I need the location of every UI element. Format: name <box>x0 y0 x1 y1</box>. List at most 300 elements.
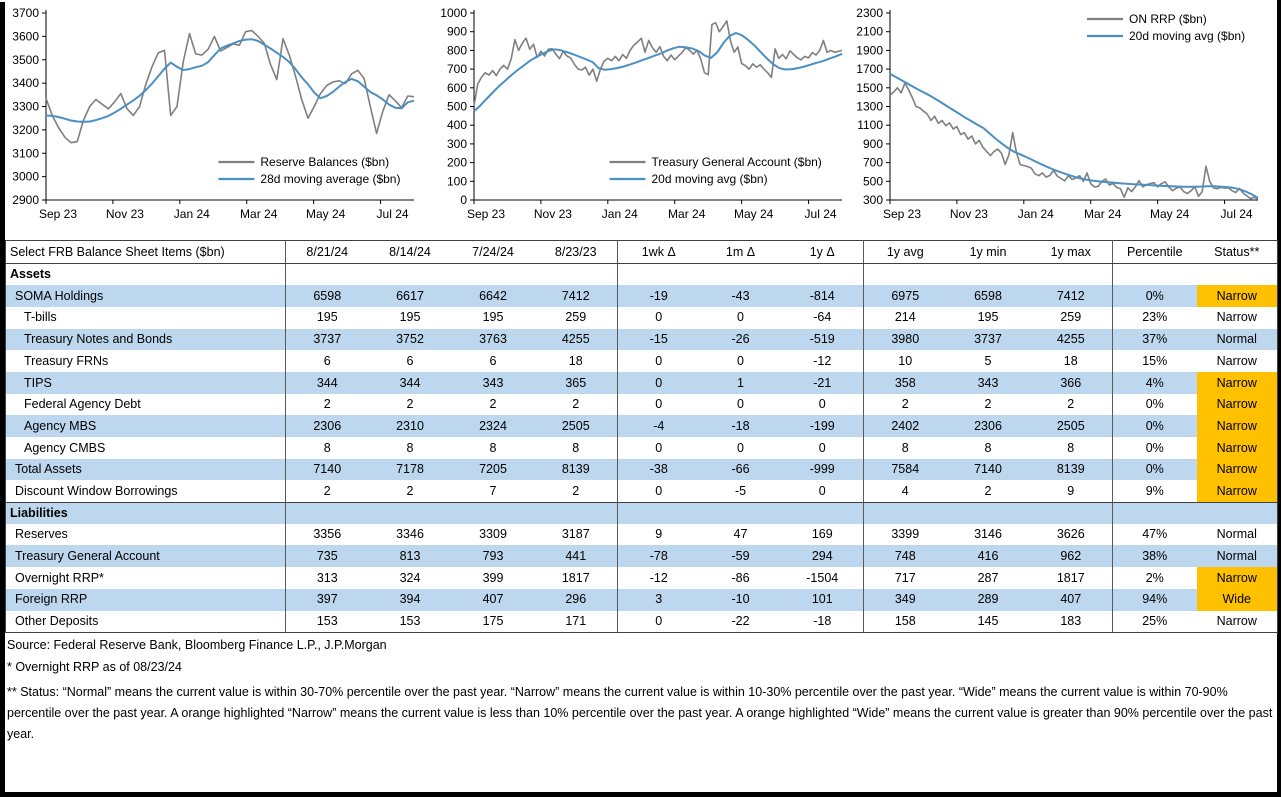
value-cell: 3187 <box>561 527 590 542</box>
svg-text:Jan 24: Jan 24 <box>173 207 210 221</box>
value-cell: 394 <box>399 592 421 607</box>
column-header: 7/24/24 <box>452 241 535 264</box>
svg-text:700: 700 <box>446 62 467 77</box>
treasury-general-account-chart-canvas <box>432 3 856 236</box>
value-cell: 101 <box>811 592 833 607</box>
row-label: Total Assets <box>15 462 82 477</box>
value-cell: 3752 <box>396 332 424 347</box>
value-cell: 3737 <box>286 329 369 351</box>
svg-text:Reserve Balances ($bn): Reserve Balances ($bn) <box>260 155 390 169</box>
value-cell <box>700 264 782 286</box>
value-cell: 8 <box>406 440 414 455</box>
percentile-cell: 15% <box>1113 350 1197 372</box>
reserve-balances-chart-canvas <box>4 3 428 236</box>
svg-text:Nov 23: Nov 23 <box>533 207 572 221</box>
value-cell: 2 <box>864 394 947 416</box>
row-label: T-bills <box>24 310 57 325</box>
status-cell: Narrow <box>1216 310 1257 325</box>
svg-text:400: 400 <box>446 118 467 133</box>
value-cell: 6 <box>286 350 369 372</box>
svg-text:Jan 24: Jan 24 <box>601 207 638 221</box>
value-cell: 3346 <box>396 527 424 542</box>
status-cell: Narrow <box>1197 459 1278 481</box>
svg-text:1700: 1700 <box>856 62 883 77</box>
page-border-bottom <box>0 792 1281 797</box>
svg-text:ON RRP ($bn): ON RRP ($bn) <box>1129 12 1207 26</box>
status-cell: Narrow <box>1197 480 1278 502</box>
value-cell: 158 <box>864 611 947 633</box>
svg-text:1900: 1900 <box>856 43 883 58</box>
rrp-footnote: * Overnight RRP as of 08/23/24 <box>7 660 182 674</box>
column-header: 1y Δ <box>782 241 864 264</box>
value-cell: 349 <box>864 589 947 611</box>
table-row <box>6 480 1278 502</box>
row-label: Other Deposits <box>15 613 99 628</box>
value-cell: 0 <box>818 397 826 412</box>
value-cell: 47 <box>733 527 748 542</box>
status-cell: Narrow <box>1216 353 1257 368</box>
value-cell: 962 <box>1060 549 1082 564</box>
value-cell: 214 <box>864 307 947 329</box>
value-cell: 0 <box>618 372 700 394</box>
value-cell <box>369 502 452 524</box>
percentile-cell: 47% <box>1113 524 1197 546</box>
value-cell: 2 <box>572 483 580 498</box>
value-cell: 0 <box>618 611 700 633</box>
value-cell: 3399 <box>864 524 947 546</box>
value-cell: 0 <box>737 440 744 455</box>
value-cell: 0 <box>618 394 700 416</box>
value-cell <box>947 264 1030 286</box>
svg-text:20d moving avg ($bn): 20d moving avg ($bn) <box>651 172 768 186</box>
row-label: Treasury Notes and Bonds <box>24 332 173 347</box>
value-cell: 0 <box>737 310 744 325</box>
row-label: Agency CMBS <box>24 440 106 455</box>
value-cell: 441 <box>565 549 587 564</box>
value-cell: -12 <box>618 567 700 589</box>
svg-text:Treasury General Account ($bn): Treasury General Account ($bn) <box>651 155 822 169</box>
value-cell: 407 <box>1060 592 1082 607</box>
value-cell: 287 <box>977 570 999 585</box>
value-cell: 2 <box>984 397 992 412</box>
status-cell: Narrow <box>1197 394 1278 416</box>
value-cell: 0 <box>618 480 700 502</box>
value-cell: 7412 <box>1056 288 1085 303</box>
value-cell: 8 <box>489 440 497 455</box>
svg-text:3000: 3000 <box>12 169 39 184</box>
value-cell: 313 <box>286 567 369 589</box>
value-cell <box>782 502 864 524</box>
source-note: Source: Federal Reserve Bank, Bloomberg Finance L.P., J.P.Morgan <box>7 638 387 652</box>
value-cell: 3356 <box>286 524 369 546</box>
value-cell: 2310 <box>396 418 424 433</box>
value-cell: 4255 <box>561 332 590 347</box>
percentile-cell: 0% <box>1113 285 1197 307</box>
status-cell <box>1197 264 1278 286</box>
percentile-cell: 0% <box>1113 459 1197 481</box>
value-cell <box>618 502 700 524</box>
value-cell: 2 <box>286 394 369 416</box>
value-cell: 10 <box>864 350 947 372</box>
svg-text:1100: 1100 <box>857 118 883 133</box>
svg-text:500: 500 <box>446 99 467 114</box>
percentile-cell: 23% <box>1113 307 1197 329</box>
table-row <box>6 329 1278 351</box>
value-cell: 748 <box>864 545 947 567</box>
value-cell: -38 <box>618 459 700 481</box>
table-row <box>6 589 1278 611</box>
table-row <box>6 459 1278 481</box>
value-cell <box>535 264 618 286</box>
value-cell: 7412 <box>561 288 590 303</box>
value-cell: 343 <box>977 375 999 390</box>
balance-sheet-table <box>5 240 1278 633</box>
row-label: Foreign RRP <box>15 592 88 607</box>
status-cell <box>1197 502 1278 524</box>
value-cell: -59 <box>731 549 750 564</box>
value-cell: -21 <box>813 375 832 390</box>
table-row <box>6 350 1278 372</box>
value-cell <box>618 264 700 286</box>
value-cell: 2324 <box>479 418 507 433</box>
value-cell: 399 <box>482 570 504 585</box>
percentile-cell: 4% <box>1113 372 1197 394</box>
value-cell: 813 <box>399 549 421 564</box>
column-header: 8/14/24 <box>369 241 452 264</box>
value-cell: 0 <box>737 397 744 412</box>
status-cell: Normal <box>1216 527 1257 542</box>
value-cell: 6 <box>406 353 414 368</box>
value-cell: 365 <box>565 375 587 390</box>
value-cell: 2 <box>286 480 369 502</box>
table-row <box>6 415 1278 437</box>
svg-text:300: 300 <box>446 136 467 151</box>
row-label: Liabilities <box>6 502 286 524</box>
value-cell: 735 <box>286 545 369 567</box>
percentile-cell <box>1113 264 1197 286</box>
svg-text:3100: 3100 <box>12 146 39 161</box>
value-cell: 2 <box>984 483 992 498</box>
table-row <box>6 611 1278 633</box>
value-cell: 2 <box>406 483 414 498</box>
percentile-cell: 38% <box>1113 545 1197 567</box>
value-cell <box>535 502 618 524</box>
svg-text:Mar 24: Mar 24 <box>1084 207 1122 221</box>
percentile-cell: 2% <box>1113 567 1197 589</box>
svg-text:Sep 23: Sep 23 <box>882 207 922 221</box>
treasury-general-account-chart <box>432 3 856 236</box>
svg-text:2100: 2100 <box>856 24 883 39</box>
value-cell: 259 <box>1060 310 1082 325</box>
value-cell: -1504 <box>806 570 839 585</box>
value-cell: 2505 <box>561 418 590 433</box>
value-cell: 0 <box>737 353 744 368</box>
value-cell: 3737 <box>974 332 1002 347</box>
value-cell: -199 <box>809 418 835 433</box>
value-cell: 6598 <box>974 288 1002 303</box>
value-cell: 3146 <box>974 527 1002 542</box>
status-cell: Narrow <box>1197 415 1278 437</box>
svg-text:500: 500 <box>862 174 883 189</box>
value-cell: 8 <box>984 440 992 455</box>
value-cell: -5 <box>734 483 747 498</box>
table-header <box>6 241 1278 264</box>
on-rrp-chart <box>848 3 1272 236</box>
percentile-cell: 94% <box>1113 589 1197 611</box>
svg-text:3700: 3700 <box>12 6 39 20</box>
value-cell: 6617 <box>396 288 424 303</box>
value-cell: 8 <box>572 440 580 455</box>
svg-text:700: 700 <box>862 155 883 170</box>
svg-text:3300: 3300 <box>12 99 39 114</box>
status-cell: Wide <box>1197 589 1278 611</box>
svg-text:0: 0 <box>460 193 467 207</box>
svg-text:2300: 2300 <box>856 6 883 20</box>
value-cell: 358 <box>864 372 947 394</box>
value-cell: 171 <box>565 613 587 628</box>
value-cell: 6598 <box>286 285 369 307</box>
svg-text:Sep 23: Sep 23 <box>38 207 78 221</box>
value-cell: 2 <box>1067 397 1075 412</box>
value-cell: 793 <box>482 549 504 564</box>
value-cell: 1817 <box>1056 570 1085 585</box>
value-cell <box>452 502 535 524</box>
value-cell: 344 <box>286 372 369 394</box>
value-cell: 8 <box>1067 440 1075 455</box>
value-cell: -18 <box>813 613 832 628</box>
percentile-cell <box>1113 502 1197 524</box>
value-cell: 366 <box>1060 375 1082 390</box>
table-row <box>6 372 1278 394</box>
value-cell: -12 <box>813 353 832 368</box>
value-cell: 3763 <box>479 332 507 347</box>
svg-text:100: 100 <box>446 174 467 189</box>
row-label: Reserves <box>15 527 68 542</box>
percentile-cell: 0% <box>1113 437 1197 459</box>
status-cell: Narrow <box>1216 613 1257 628</box>
percentile-cell: 25% <box>1113 611 1197 633</box>
svg-text:900: 900 <box>862 136 883 151</box>
svg-text:900: 900 <box>446 24 467 39</box>
value-cell: -19 <box>618 285 700 307</box>
value-cell <box>286 502 369 524</box>
value-cell: -10 <box>731 592 750 607</box>
row-label: TIPS <box>24 375 52 390</box>
value-cell: 2306 <box>286 415 369 437</box>
row-label: Discount Window Borrowings <box>15 483 178 498</box>
value-cell: 343 <box>482 375 504 390</box>
value-cell: 407 <box>482 592 504 607</box>
value-cell: 195 <box>399 310 421 325</box>
percentile-cell: 0% <box>1113 415 1197 437</box>
table-row <box>6 437 1278 459</box>
table-row <box>6 502 1278 524</box>
status-cell: Narrow <box>1197 567 1278 589</box>
value-cell <box>286 264 369 286</box>
value-cell: 183 <box>1060 613 1082 628</box>
value-cell: 145 <box>977 613 999 628</box>
value-cell: 175 <box>482 613 504 628</box>
column-header: 1m Δ <box>700 241 782 264</box>
value-cell: 8 <box>286 437 369 459</box>
svg-text:2900: 2900 <box>12 193 39 207</box>
value-cell: -999 <box>809 462 835 477</box>
table-row <box>6 545 1278 567</box>
on-rrp-chart-canvas <box>848 3 1272 236</box>
value-cell: 169 <box>811 527 833 542</box>
value-cell: 324 <box>399 570 421 585</box>
value-cell: -78 <box>618 545 700 567</box>
value-cell: 0 <box>618 350 700 372</box>
row-label: Federal Agency Debt <box>24 397 141 412</box>
value-cell: 4255 <box>1056 332 1085 347</box>
column-header: Percentile <box>1113 241 1197 264</box>
row-label: Assets <box>10 267 51 282</box>
value-cell: 3626 <box>1056 527 1085 542</box>
table-row <box>6 394 1278 416</box>
svg-text:3400: 3400 <box>12 76 39 91</box>
balance-sheet-table-wrap <box>5 240 1277 633</box>
status-cell: Narrow <box>1197 437 1278 459</box>
value-cell: -43 <box>731 288 750 303</box>
value-cell: 294 <box>811 549 833 564</box>
svg-text:800: 800 <box>446 43 467 58</box>
value-cell: -22 <box>731 613 750 628</box>
value-cell <box>1030 502 1113 524</box>
value-cell: 0 <box>818 483 826 498</box>
column-header: 1y max <box>1030 241 1113 264</box>
column-header: 8/21/24 <box>286 241 369 264</box>
value-cell: 7140 <box>974 462 1002 477</box>
table-row <box>6 264 1278 286</box>
svg-text:May 24: May 24 <box>305 207 346 221</box>
value-cell <box>452 264 535 286</box>
svg-text:Nov 23: Nov 23 <box>949 207 988 221</box>
value-cell: 8139 <box>1056 462 1085 477</box>
value-cell: 2306 <box>974 418 1002 433</box>
value-cell: 195 <box>286 307 369 329</box>
value-cell: 4 <box>864 480 947 502</box>
percentile-cell: 37% <box>1113 329 1197 351</box>
value-cell: 2402 <box>864 415 947 437</box>
value-cell: -64 <box>813 310 832 325</box>
status-cell: Normal <box>1216 549 1257 564</box>
value-cell: 8139 <box>561 462 590 477</box>
value-cell: 0 <box>818 440 826 455</box>
value-cell: 3 <box>618 589 700 611</box>
value-cell: 289 <box>977 592 999 607</box>
table-row <box>6 524 1278 546</box>
value-cell: -4 <box>618 415 700 437</box>
value-cell: -814 <box>809 288 835 303</box>
column-header: 1y min <box>947 241 1030 264</box>
value-cell: 397 <box>286 589 369 611</box>
value-cell: 344 <box>399 375 421 390</box>
percentile-cell: 0% <box>1113 394 1197 416</box>
value-cell: 8 <box>864 437 947 459</box>
value-cell: 6 <box>489 353 497 368</box>
status-cell: Narrow <box>1197 285 1278 307</box>
column-header: Select FRB Balance Sheet Items ($bn) <box>6 241 286 264</box>
value-cell: 9 <box>618 524 700 546</box>
table-row <box>6 307 1278 329</box>
value-cell: 416 <box>977 549 999 564</box>
value-cell: 195 <box>482 310 504 325</box>
value-cell: -26 <box>731 332 750 347</box>
status-footnote: ** Status: “Normal” means the current value is within 30-70% percentile over the past year. “Narrow” means the current value is within 10-30% percentile over the past year. “Wide” means the current value is within 70-90% percentile over the past year. A orange highlighted “Narrow” means the current value is less than 10% percentile over the past year. A orange highlighted “Wide” means the current value is greater than 90% percentile over the past year. <box>7 685 1273 741</box>
value-cell <box>369 264 452 286</box>
value-cell: -519 <box>809 332 835 347</box>
column-header: 1wk Δ <box>618 241 700 264</box>
svg-text:Jul 24: Jul 24 <box>376 207 409 221</box>
svg-text:200: 200 <box>446 155 467 170</box>
value-cell: 195 <box>977 310 999 325</box>
value-cell: 18 <box>568 353 583 368</box>
table-header-row <box>6 241 1278 264</box>
value-cell: 7584 <box>864 459 947 481</box>
svg-text:Mar 24: Mar 24 <box>668 207 706 221</box>
value-cell: 2 <box>406 397 414 412</box>
value-cell <box>947 502 1030 524</box>
svg-text:3200: 3200 <box>12 122 39 137</box>
svg-text:Sep 23: Sep 23 <box>466 207 506 221</box>
row-label: Agency MBS <box>24 418 97 433</box>
value-cell: 7205 <box>479 462 507 477</box>
table-row <box>6 567 1278 589</box>
svg-text:Mar 24: Mar 24 <box>240 207 278 221</box>
svg-text:May 24: May 24 <box>733 207 774 221</box>
svg-text:Nov 23: Nov 23 <box>105 207 144 221</box>
svg-text:3600: 3600 <box>12 29 39 44</box>
value-cell: -18 <box>731 418 750 433</box>
svg-text:28d moving average ($bn): 28d moving average ($bn) <box>260 172 401 186</box>
value-cell: 7178 <box>396 462 424 477</box>
svg-text:600: 600 <box>446 80 467 95</box>
column-header: Status** <box>1197 241 1278 264</box>
svg-text:May 24: May 24 <box>1149 207 1190 221</box>
column-header: 8/23/23 <box>535 241 618 264</box>
value-cell: 18 <box>1063 353 1078 368</box>
percentile-cell: 9% <box>1113 480 1197 502</box>
value-cell: 296 <box>565 592 587 607</box>
svg-text:Jul 24: Jul 24 <box>804 207 837 221</box>
table-row <box>6 285 1278 307</box>
value-cell: 6975 <box>864 285 947 307</box>
value-cell: 5 <box>984 353 992 368</box>
value-cell: 2 <box>572 397 580 412</box>
svg-text:Jul 24: Jul 24 <box>1220 207 1253 221</box>
svg-text:300: 300 <box>862 193 883 207</box>
svg-text:Jan 24: Jan 24 <box>1017 207 1054 221</box>
status-cell: Narrow <box>1197 372 1278 394</box>
value-cell <box>864 502 947 524</box>
status-cell: Normal <box>1216 332 1257 347</box>
table-body <box>6 264 1278 633</box>
row-label: Overnight RRP* <box>15 570 104 585</box>
row-label: Treasury General Account <box>15 549 160 564</box>
column-header: 1y avg <box>864 241 947 264</box>
value-cell: 7 <box>489 483 497 498</box>
svg-text:1300: 1300 <box>856 99 883 114</box>
value-cell: 7140 <box>286 459 369 481</box>
value-cell: 2505 <box>1056 418 1085 433</box>
reserve-balances-chart <box>4 3 428 236</box>
value-cell: 6642 <box>479 288 507 303</box>
svg-text:1500: 1500 <box>856 80 883 95</box>
value-cell <box>1030 264 1113 286</box>
value-cell: 9 <box>1067 483 1075 498</box>
value-cell: 153 <box>399 613 421 628</box>
